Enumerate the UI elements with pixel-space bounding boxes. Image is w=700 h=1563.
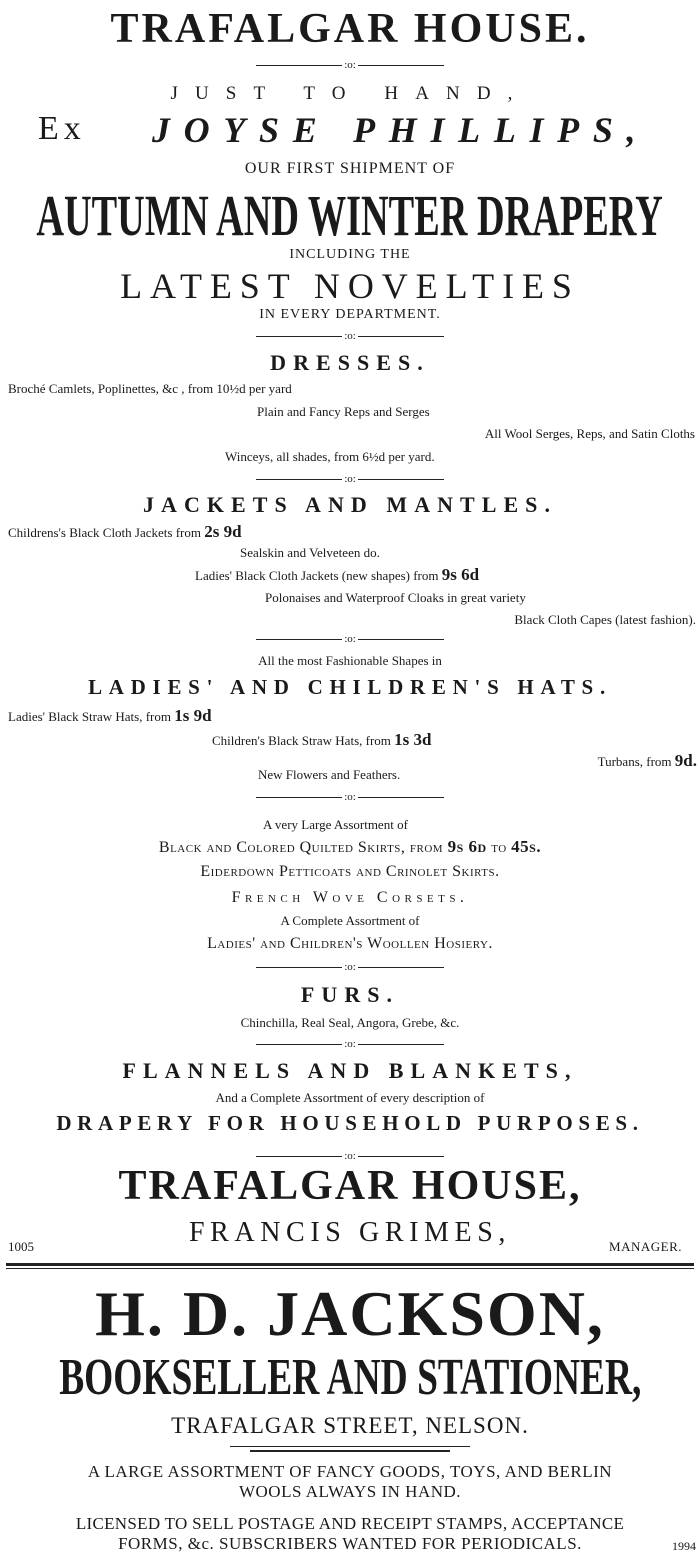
jackets-line: Polonaises and Waterproof Cloaks in great variety (265, 590, 526, 605)
ornament-rule (250, 1450, 450, 1452)
hats-line: Ladies' Black Straw Hats, from 1s 9d (8, 706, 212, 725)
ad-number: 1994 (672, 1539, 696, 1553)
ex-label: Ex (38, 110, 86, 147)
bookseller-line: LICENSED TO SELL POSTAGE AND RECEIPT STAMPS, ACCEPTANCE (75, 1514, 625, 1533)
separator: :o: (0, 792, 700, 803)
ornament-rule (230, 1446, 470, 1447)
headline: AUTUMN AND WINTER DRAPERY (36, 183, 664, 248)
jackets-line: Black Cloth Capes (latest fashion). (514, 612, 696, 627)
dresses-line: Winceys, all shades, from 6½d per yard. (225, 449, 435, 464)
furs-line: Chinchilla, Real Seal, Angora, Grebe, &c. (240, 1015, 460, 1030)
separator: :o: (0, 474, 700, 485)
assortment-line: A Complete Assortment of (280, 913, 420, 928)
first-shipment: OUR FIRST SHIPMENT OF (244, 160, 456, 177)
dresses-heading: DRESSES. (270, 350, 430, 375)
assortment-line: Eiderdown Petticoats and Crinolet Skirts. (200, 863, 500, 880)
manager-name: FRANCIS GRIMES, (188, 1217, 512, 1248)
jackets-heading: JACKETS AND MANTLES. (142, 492, 558, 517)
furs-heading: FURS. (300, 982, 400, 1007)
jackets-line: Ladies' Black Cloth Jackets (new shapes) from 9s 6d (195, 565, 480, 584)
jackets-line: Sealskin and Velveteen do. (240, 545, 380, 560)
including-the: INCLUDING THE (289, 247, 411, 262)
bookseller-address: TRAFALGAR STREET, NELSON. (171, 1413, 529, 1438)
hats-intro: All the most Fashionable Shapes in (258, 653, 442, 668)
dresses-line: Plain and Fancy Reps and Serges (257, 404, 430, 419)
separator: :o: (0, 1151, 700, 1162)
ad-title: TRAFALGAR HOUSE. (110, 6, 590, 52)
bookseller-name: H. D. JACKSON, (95, 1278, 605, 1349)
latest-novelties: LATEST NOVELTIES (120, 266, 580, 306)
dresses-line: Broché Camlets, Poplinettes, &c , from 10½d per yard (8, 381, 292, 396)
manager-role: MANAGER. (609, 1239, 682, 1254)
hats-line: Children's Black Straw Hats, from 1s 3d (212, 730, 432, 749)
flannels-line: And a Complete Assortment of every description of (215, 1090, 485, 1105)
separator: :o: (0, 962, 700, 973)
just-to-hand: JUST TO HAND, (170, 83, 530, 104)
ad-divider (6, 1263, 694, 1266)
hats-heading: LADIES' AND CHILDREN'S HATS. (88, 675, 612, 699)
separator: :o: (0, 1039, 700, 1050)
flannels-line: DRAPERY FOR HOUSEHOLD PURPOSES. (56, 1111, 644, 1135)
flannels-heading: FLANNELS AND BLANKETS, (122, 1058, 578, 1083)
assortment-line: Ladies' and Children's Woollen Hosiery. (207, 935, 493, 952)
dresses-line: All Wool Serges, Reps, and Satin Cloths (484, 426, 695, 441)
bookseller-trade: BOOKSELLER AND STATIONER, (58, 1349, 642, 1406)
ad-number: 1005 (8, 1239, 34, 1254)
footer-title: TRAFALGAR HOUSE, (118, 1163, 582, 1209)
separator: :o: (0, 331, 700, 342)
assortment-line: Black and Colored Quilted Skirts, from 9s 6d to 45s. (158, 837, 542, 856)
every-department: IN EVERY DEPARTMENT. (259, 307, 441, 322)
bookseller-line: A LARGE ASSORTMENT OF FANCY GOODS, TOYS, AND BERLIN (87, 1462, 613, 1481)
separator: :o: (0, 634, 700, 645)
ship-name: JOYSE PHILLIPS, (152, 110, 650, 150)
hats-line: New Flowers and Feathers. (258, 767, 401, 782)
hats-line: Turbans, from 9d. (597, 751, 697, 770)
assortment-line: French Wove Corsets. (231, 889, 469, 906)
bookseller-line: WOOLS ALWAYS IN HAND. (238, 1482, 462, 1501)
assortment-intro: A very Large Assortment of (263, 817, 408, 832)
jackets-line: Childrens's Black Cloth Jackets from 2s 9d (8, 522, 242, 541)
separator: :o: (0, 60, 700, 71)
bookseller-line: FORMS, &c. SUBSCRIBERS WANTED FOR PERIODICALS. (118, 1534, 582, 1553)
ad-divider (6, 1268, 694, 1269)
